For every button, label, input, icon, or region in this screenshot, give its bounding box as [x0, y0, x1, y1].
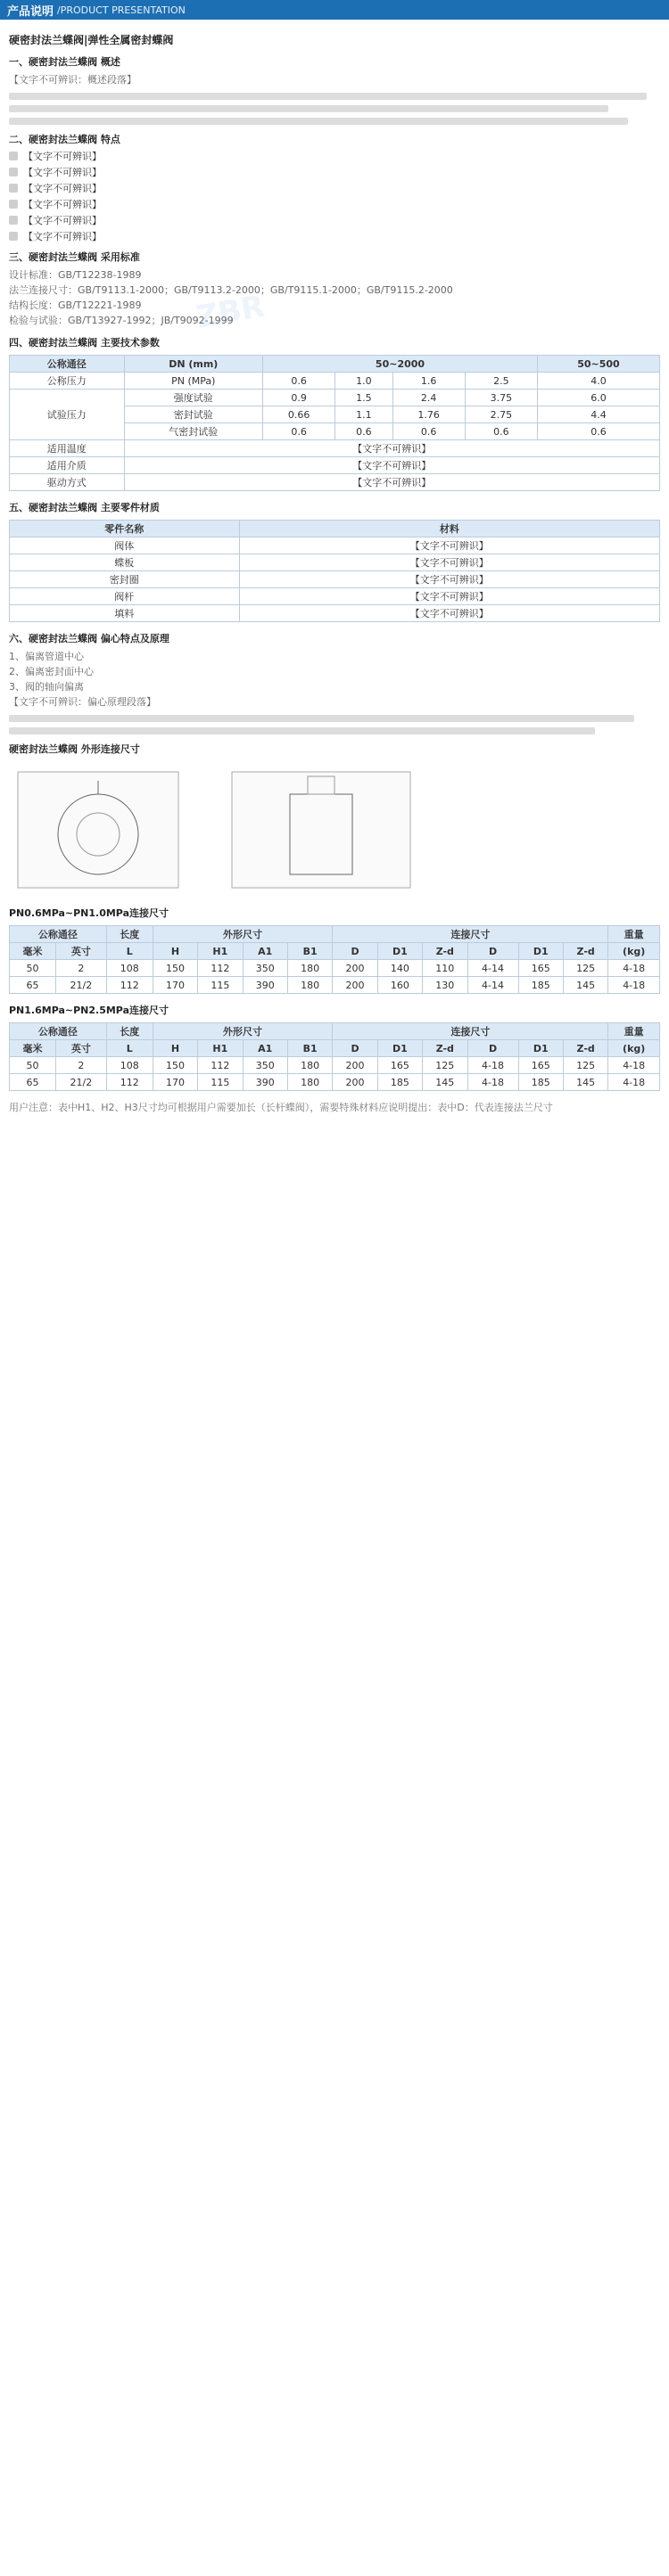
th-dn: DN (mm)	[124, 356, 263, 373]
cell: 200	[333, 1074, 377, 1091]
cell: 200	[333, 960, 377, 977]
eccentric-line	[9, 715, 634, 722]
dim2-sub: H	[153, 1040, 197, 1057]
cell: 0.6	[263, 373, 335, 390]
cell: 【文字不可辨识】	[124, 440, 660, 457]
dim2-sub: D1	[518, 1040, 563, 1057]
section-title-tech-params: 四、硬密封法兰蝶阀 主要技术参数	[9, 337, 160, 349]
table-row	[10, 1074, 660, 1091]
cell: 2	[56, 1057, 107, 1074]
feature-bullet	[9, 232, 18, 241]
table-row	[10, 960, 660, 977]
dim2-h-outline: 外形尺寸	[153, 1023, 333, 1040]
dim1-sub: Z-d	[423, 943, 467, 960]
th-part: 零件名称	[10, 521, 240, 537]
cell: 1.6	[392, 373, 465, 390]
cell: 350	[243, 1057, 287, 1074]
dim1-h-weight: 重量	[608, 926, 660, 943]
cell: 【文字不可辨识】	[239, 605, 659, 622]
overview-text: 【文字不可辨识：概述段落】	[9, 74, 136, 86]
cell: 165	[518, 960, 563, 977]
table-row	[10, 977, 660, 994]
tech-params-table	[9, 355, 660, 491]
cell: 2	[56, 960, 107, 977]
dim2-sub: A1	[243, 1040, 287, 1057]
dim1-sub: L	[106, 943, 153, 960]
cell: 115	[198, 977, 243, 994]
cell: 115	[198, 1074, 243, 1091]
feature-bullet	[9, 200, 18, 209]
eccentric-item: 1、偏离管道中心	[9, 651, 84, 662]
dim2-sub: H1	[198, 1040, 243, 1057]
cell: 4.0	[537, 373, 659, 390]
cell: 125	[563, 1057, 607, 1074]
dim2-sub: L	[106, 1040, 153, 1057]
dim2-sub: 毫米	[10, 1040, 56, 1057]
feature-item	[9, 230, 660, 242]
cell: 140	[377, 960, 422, 977]
overview-paragraph	[9, 72, 660, 125]
dimensions-table-1	[9, 925, 660, 994]
dim2-sub: Z-d	[563, 1040, 607, 1057]
cell: 阀杆	[10, 588, 240, 605]
standard-item: 法兰连接尺寸：GB/T9113.1-2000；GB/T9113.2-2000；GB/T9115.1-2000；GB/T9115.2-2000	[9, 284, 453, 296]
cell: 密封试验	[124, 406, 263, 423]
section-title-eccentric: 六、硬密封法兰蝶阀 偏心特点及原理	[9, 633, 169, 644]
cell: 170	[153, 977, 197, 994]
table-row	[10, 474, 660, 491]
cell: 1.5	[335, 390, 392, 406]
cell: 165	[518, 1057, 563, 1074]
feature-text: 【文字不可辨识】	[23, 215, 102, 226]
dim2-h-weight: 重量	[608, 1023, 660, 1040]
dim-title-1: PN0.6MPa~PN1.0MPa连接尺寸	[9, 907, 169, 919]
overview-line	[9, 93, 647, 100]
feature-item	[9, 166, 660, 178]
section-title-overview: 一、硬密封法兰蝶阀 概述	[9, 56, 120, 68]
watermark: ZBR	[194, 288, 268, 336]
table-row	[10, 457, 660, 474]
cell: 180	[287, 1074, 332, 1091]
drawing-side	[223, 763, 419, 897]
dim1-sub: D	[467, 943, 518, 960]
cell: 185	[518, 1074, 563, 1091]
cell: 1.0	[335, 373, 392, 390]
cell: 112	[198, 960, 243, 977]
cell: 0.6	[465, 423, 537, 440]
cell: 180	[287, 960, 332, 977]
feature-text: 【文字不可辨识】	[23, 231, 102, 242]
product-title: 硬密封法兰蝶阀|弹性全属密封蝶阀	[9, 34, 174, 46]
feature-text: 【文字不可辨识】	[23, 167, 102, 178]
th-range-1: 50~2000	[263, 356, 538, 373]
dim1-sub: D1	[518, 943, 563, 960]
cell: 145	[563, 1074, 607, 1091]
dim1-sub: (kg)	[608, 943, 660, 960]
cell: 0.6	[263, 423, 335, 440]
cell: 4.4	[537, 406, 659, 423]
table-row	[10, 390, 660, 406]
cell: 2.5	[465, 373, 537, 390]
header-bar	[0, 0, 669, 20]
eccentric-item: 3、阀的轴向偏离	[9, 681, 84, 693]
cell: 【文字不可辨识】	[124, 457, 660, 474]
dimensions-table-2	[9, 1022, 660, 1091]
cell: 150	[153, 1057, 197, 1074]
cell: 112	[198, 1057, 243, 1074]
cell: 185	[377, 1074, 422, 1091]
section-title-materials: 五、硬密封法兰蝶阀 主要零件材质	[9, 502, 160, 513]
cell: 【文字不可辨识】	[239, 588, 659, 605]
feature-text: 【文字不可辨识】	[23, 199, 102, 210]
cell: 适用温度	[10, 440, 125, 457]
cell: 160	[377, 977, 422, 994]
feature-bullet	[9, 216, 18, 225]
dim1-sub: B1	[287, 943, 332, 960]
table-row	[10, 537, 660, 554]
technical-drawings	[9, 763, 660, 897]
feature-item	[9, 150, 660, 162]
cell: 110	[423, 960, 467, 977]
dim2-sub: B1	[287, 1040, 332, 1057]
dim2-h-connect: 连接尺寸	[333, 1023, 608, 1040]
cell: 3.75	[465, 390, 537, 406]
cell: 112	[106, 1074, 153, 1091]
feature-bullet	[9, 184, 18, 193]
cell: 200	[333, 977, 377, 994]
cell: 密封圈	[10, 571, 240, 588]
dim1-sub: D	[333, 943, 377, 960]
cell: 4-18	[467, 1074, 518, 1091]
cell: 50	[10, 1057, 56, 1074]
cell: 21/2	[56, 1074, 107, 1091]
feature-item	[9, 182, 660, 194]
table-row	[10, 440, 660, 457]
dim1-sub: Z-d	[563, 943, 607, 960]
cell: 公称压力	[10, 373, 125, 390]
cell: 4-18	[608, 977, 660, 994]
eccentric-line	[9, 727, 595, 734]
dim1-sub: 英寸	[56, 943, 107, 960]
table-row	[10, 1057, 660, 1074]
footer-note: 用户注意：表中H1、H2、H3尺寸均可根据用户需要加长（长杆蝶阀），需要特殊材料应说明提出：表中D：代表连接法兰尺寸	[9, 1102, 553, 1113]
cell: 145	[563, 977, 607, 994]
table-row	[10, 588, 660, 605]
cell: 180	[287, 977, 332, 994]
cell: 350	[243, 960, 287, 977]
eccentric-list	[9, 649, 660, 734]
cell: 185	[518, 977, 563, 994]
cell: 50	[10, 960, 56, 977]
eccentric-paragraph: 【文字不可辨识：偏心原理段落】	[9, 696, 156, 708]
cell: 【文字不可辨识】	[239, 537, 659, 554]
materials-table	[9, 520, 660, 622]
section-title-dimensions: 硬密封法兰蝶阀 外形连接尺寸	[9, 743, 140, 755]
standard-item: 设计标准：GB/T12238-1989	[9, 269, 142, 281]
cell: 4-14	[467, 960, 518, 977]
dim1-h-connect: 连接尺寸	[333, 926, 608, 943]
cell: 【文字不可辨识】	[124, 474, 660, 491]
cell: 150	[153, 960, 197, 977]
cell: 145	[423, 1074, 467, 1091]
cell: 【文字不可辨识】	[239, 571, 659, 588]
feature-item	[9, 214, 660, 226]
dim2-sub: D	[467, 1040, 518, 1057]
cell: 390	[243, 1074, 287, 1091]
cell: 1.1	[335, 406, 392, 423]
cell: 2.4	[392, 390, 465, 406]
table-row	[10, 605, 660, 622]
cell: 390	[243, 977, 287, 994]
dim1-sub: 毫米	[10, 943, 56, 960]
standards-list	[9, 267, 660, 328]
cell: 4-18	[608, 1057, 660, 1074]
cell: 0.9	[263, 390, 335, 406]
overview-line	[9, 118, 628, 125]
table-row	[10, 373, 660, 390]
cell: 65	[10, 977, 56, 994]
section-title-standards: 三、硬密封法兰蝶阀 采用标准	[9, 251, 140, 263]
section-title-features: 二、硬密封法兰蝶阀 特点	[9, 134, 120, 145]
th-nominal: 公称通径	[10, 356, 125, 373]
cell: 2.75	[465, 406, 537, 423]
features-list	[9, 150, 660, 242]
cell: 阀体	[10, 537, 240, 554]
feature-text: 【文字不可辨识】	[23, 183, 102, 194]
dim1-sub: H1	[198, 943, 243, 960]
cell: 130	[423, 977, 467, 994]
cell: 填料	[10, 605, 240, 622]
cell: 125	[563, 960, 607, 977]
feature-item	[9, 198, 660, 210]
cell: 1.76	[392, 406, 465, 423]
cell: 112	[106, 977, 153, 994]
table-row	[10, 571, 660, 588]
th-range-2: 50~500	[537, 356, 659, 373]
cell: 4-18	[467, 1057, 518, 1074]
cell: 0.6	[335, 423, 392, 440]
feature-bullet	[9, 168, 18, 176]
cell: 4-14	[467, 977, 518, 994]
header-subtitle: /PRODUCT PRESENTATION	[57, 4, 186, 16]
cell: 170	[153, 1074, 197, 1091]
standard-item: 检验与试验：GB/T13927-1992；JB/T9092-1999	[9, 315, 234, 326]
cell: 108	[106, 960, 153, 977]
cell: 21/2	[56, 977, 107, 994]
eccentric-item: 2、偏离密封面中心	[9, 666, 94, 677]
drawing-frame	[232, 772, 410, 888]
dim1-h-nominal: 公称通径	[10, 926, 107, 943]
dim2-h-nominal: 公称通径	[10, 1023, 107, 1040]
cell: 强度试验	[124, 390, 263, 406]
dim2-sub: (kg)	[608, 1040, 660, 1057]
cell: 驱动方式	[10, 474, 125, 491]
dim2-sub: D1	[377, 1040, 422, 1057]
drawing-front	[9, 763, 187, 897]
cell: 0.6	[392, 423, 465, 440]
dim1-h-length: 长度	[106, 926, 153, 943]
table-row	[10, 554, 660, 571]
cell: 蝶板	[10, 554, 240, 571]
cell: 0.6	[537, 423, 659, 440]
dim2-sub: 英寸	[56, 1040, 107, 1057]
standard-item: 结构长度：GB/T12221-1989	[9, 299, 142, 311]
feature-text: 【文字不可辨识】	[23, 151, 102, 162]
cell: PN (MPa)	[124, 373, 263, 390]
overview-line	[9, 105, 608, 112]
cell: 0.66	[263, 406, 335, 423]
dim2-sub: D	[333, 1040, 377, 1057]
dim1-sub: D1	[377, 943, 422, 960]
dim1-h-outline: 外形尺寸	[153, 926, 333, 943]
dim2-h-length: 长度	[106, 1023, 153, 1040]
cell: 200	[333, 1057, 377, 1074]
cell: 适用介质	[10, 457, 125, 474]
cell: 108	[106, 1057, 153, 1074]
cell: 4-18	[608, 1074, 660, 1091]
header-title: 产品说明	[7, 4, 54, 19]
cell: 气密封试验	[124, 423, 263, 440]
cell: 65	[10, 1074, 56, 1091]
cell: 试验压力	[10, 390, 125, 440]
cell: 【文字不可辨识】	[239, 554, 659, 571]
cell: 165	[377, 1057, 422, 1074]
dim1-sub: H	[153, 943, 197, 960]
cell: 180	[287, 1057, 332, 1074]
cell: 6.0	[537, 390, 659, 406]
feature-bullet	[9, 152, 18, 160]
dim1-sub: A1	[243, 943, 287, 960]
dim2-sub: Z-d	[423, 1040, 467, 1057]
dim-title-2: PN1.6MPa~PN2.5MPa连接尺寸	[9, 1005, 169, 1016]
page-content	[0, 20, 669, 1125]
cell: 4-18	[608, 960, 660, 977]
th-material: 材料	[239, 521, 659, 537]
cell: 125	[423, 1057, 467, 1074]
